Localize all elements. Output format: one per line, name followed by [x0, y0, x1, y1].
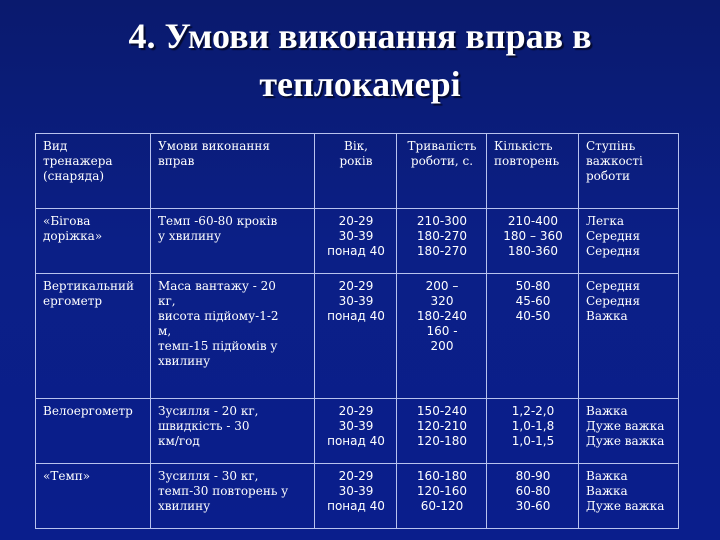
cell-text-line: Вид [43, 139, 68, 153]
cell-text-line: Легка [586, 214, 625, 228]
cell-text-line: «Темп» [43, 469, 91, 483]
table-header-row [36, 134, 679, 209]
cell-text-line: кг, [158, 294, 176, 308]
cell-repetitions [487, 274, 579, 399]
cell-text-line: 120-180 [416, 434, 468, 448]
cell-text-line: Зусилля - 30 кг, [158, 469, 259, 483]
cell-duration [397, 209, 487, 274]
cell-text-line: ергометр [43, 294, 103, 308]
cell-text-line: 150-240 [416, 404, 468, 418]
cell-text-line: Дуже важка [586, 499, 665, 513]
conditions-table [35, 133, 679, 529]
cell-text-line: 45-60 [515, 294, 551, 308]
cell-text-line: 30-39 [338, 229, 374, 243]
cell-text-line: км/год [158, 434, 200, 448]
cell-age [315, 464, 397, 529]
cell-text-line: швидкість - 30 [158, 419, 250, 433]
cell-text-line: хвилину [158, 354, 211, 368]
cell-text-line: Вік, [344, 139, 368, 153]
cell-text-line: Дуже важка [586, 419, 665, 433]
cell-text-line: Умови виконання [158, 139, 270, 153]
cell-text-line: 180-240 [416, 309, 468, 323]
cell-conditions [151, 399, 315, 464]
table-row [36, 274, 679, 399]
cell-conditions [151, 209, 315, 274]
cell-intensity [579, 464, 679, 529]
table-row [36, 399, 679, 464]
cell-text-line: Ступінь [586, 139, 636, 153]
cell-text-line: 210-400 [507, 214, 559, 228]
header-cell-intensity [579, 134, 679, 209]
slide-title [0, 12, 720, 108]
cell-text-line: тренажера [43, 154, 113, 168]
cell-text-line: 1,0-1,5 [511, 434, 555, 448]
cell-text-line: 40-50 [515, 309, 551, 323]
cell-text-line: Зусилля - 20 кг, [158, 404, 259, 418]
cell-text-line: доріжка» [43, 229, 103, 243]
cell-text-line: 320 [430, 294, 454, 308]
cell-text-line: Важка [586, 404, 628, 418]
cell-text-line: 20-29 [338, 469, 374, 483]
cell-text-line: м, [158, 324, 172, 338]
cell-text-line: понад 40 [327, 309, 385, 323]
cell-text-line: 160-180 [416, 469, 468, 483]
header-cell-repetitions [487, 134, 579, 209]
cell-text-line: 1,0-1,8 [511, 419, 555, 433]
cell-text-line: понад 40 [327, 244, 385, 258]
header-cell-duration [397, 134, 487, 209]
cell-age [315, 274, 397, 399]
cell-text-line: (снаряда) [43, 169, 105, 183]
cell-text-line: понад 40 [327, 434, 385, 448]
cell-repetitions [487, 209, 579, 274]
cell-text-line: 60-80 [515, 484, 551, 498]
cell-intensity [579, 209, 679, 274]
cell-text-line: 180 – 360 [503, 229, 563, 243]
cell-age [315, 209, 397, 274]
cell-text-line: Тривалість [407, 139, 477, 153]
cell-text-line: Середня [586, 244, 641, 258]
cell-text-line: Маса вантажу - 20 [158, 279, 276, 293]
cell-age [315, 399, 397, 464]
cell-text-line: 180-270 [416, 229, 468, 243]
cell-equipment [36, 464, 151, 529]
cell-duration [397, 464, 487, 529]
cell-text-line: Середня [586, 229, 641, 243]
cell-text-line: роботи, с. [410, 154, 474, 168]
cell-text-line: Кількість [494, 139, 553, 153]
cell-text-line: Важка [586, 469, 628, 483]
cell-text-line: 20-29 [338, 214, 374, 228]
cell-text-line: Середня [586, 294, 641, 308]
cell-intensity [579, 274, 679, 399]
cell-text-line: 120-210 [416, 419, 468, 433]
cell-text-line: темп-30 повторень у [158, 484, 289, 498]
cell-repetitions [487, 399, 579, 464]
header-cell-conditions [151, 134, 315, 209]
cell-text-line: повторень [494, 154, 560, 168]
cell-text-line: 30-39 [338, 484, 374, 498]
cell-text-line: 30-39 [338, 419, 374, 433]
cell-text-line: 200 – [425, 279, 459, 293]
cell-duration [397, 399, 487, 464]
cell-text-line: Темп -60-80 кроків [158, 214, 278, 228]
cell-text-line: важкості [586, 154, 643, 168]
cell-intensity [579, 399, 679, 464]
slide-title-line-1: 4. Умови виконання вправ в [128, 16, 592, 56]
cell-text-line: 60-120 [420, 499, 464, 513]
table-row [36, 209, 679, 274]
cell-text-line: «Бігова [43, 214, 91, 228]
cell-equipment [36, 399, 151, 464]
cell-text-line: Важка [586, 309, 628, 323]
cell-text-line: у хвилину [158, 229, 222, 243]
cell-text-line: Важка [586, 484, 628, 498]
cell-conditions [151, 274, 315, 399]
cell-text-line: 50-80 [515, 279, 551, 293]
cell-text-line: понад 40 [327, 499, 385, 513]
cell-duration [397, 274, 487, 399]
cell-text-line: Середня [586, 279, 641, 293]
cell-text-line: Вертикальний [43, 279, 135, 293]
cell-text-line: 30-39 [338, 294, 374, 308]
cell-text-line: темп-15 підйомів у [158, 339, 278, 353]
cell-text-line: 120-160 [416, 484, 468, 498]
cell-text-line: роботи [586, 169, 630, 183]
cell-repetitions [487, 464, 579, 529]
cell-text-line: висота підйому-1-2 [158, 309, 279, 323]
cell-text-line: Дуже важка [586, 434, 665, 448]
cell-text-line: вправ [158, 154, 195, 168]
cell-text-line: 20-29 [338, 404, 374, 418]
cell-text-line: 210-300 [416, 214, 468, 228]
cell-conditions [151, 464, 315, 529]
cell-text-line: років [339, 154, 373, 168]
cell-text-line: 180-360 [507, 244, 559, 258]
cell-text-line: хвилину [158, 499, 211, 513]
cell-text-line: 200 [430, 339, 454, 353]
table-row [36, 464, 679, 529]
cell-text-line: 160 - [426, 324, 458, 338]
cell-equipment [36, 209, 151, 274]
cell-equipment [36, 274, 151, 399]
header-cell-equipment [36, 134, 151, 209]
cell-text-line: 20-29 [338, 279, 374, 293]
cell-text-line: 30-60 [515, 499, 551, 513]
slide-title-line-2: теплокамері [259, 64, 461, 104]
cell-text-line: Велоергометр [43, 404, 133, 418]
cell-text-line: 80-90 [515, 469, 551, 483]
cell-text-line: 1,2-2,0 [511, 404, 555, 418]
cell-text-line: 180-270 [416, 244, 468, 258]
header-cell-age [315, 134, 397, 209]
